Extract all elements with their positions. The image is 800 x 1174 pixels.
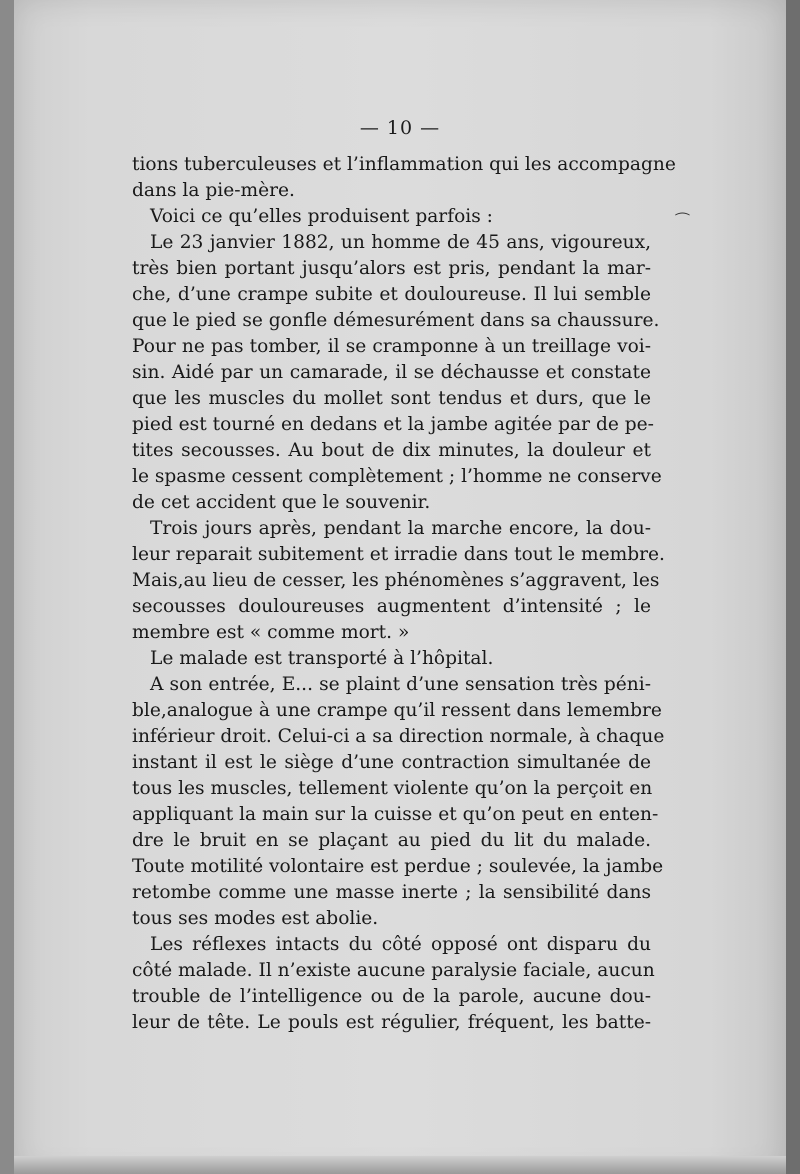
- text-line: dans la pie-mère.: [132, 180, 295, 201]
- text-line: Le malade est transporté à l’hôpital.: [150, 648, 494, 669]
- paragraph: [132, 230, 662, 516]
- text-line: ble,analogue à une crampe qu’il ressent dans lemembre: [132, 700, 662, 721]
- text-line: tous les muscles, tellement violente qu’on la perçoit en: [132, 778, 653, 799]
- page-edge-right: [786, 0, 800, 1174]
- text-line: de cet accident que le souvenir.: [132, 492, 431, 513]
- text-line: instant il est le siège d’une contraction simultanée de: [132, 752, 651, 773]
- text-line: Voici ce qu’elles produisent parfois :: [150, 206, 493, 227]
- text-line: Pour ne pas tomber, il se cramponne à un treillage voi-: [132, 336, 651, 357]
- text-line: dre le bruit en se plaçant au pied du lit du malade.: [132, 830, 651, 851]
- text-line: secousses douloureuses augmentent d’intensité ; le: [132, 596, 651, 617]
- text-line: Mais,au lieu de cesser, les phénomènes s’aggravent, les: [132, 570, 660, 591]
- text-line: appliquant la main sur la cuisse et qu’on peut en enten-: [132, 804, 659, 825]
- body-text: [132, 152, 676, 1036]
- text-line: leur reparait subitement et irradie dans tout le membre.: [132, 544, 665, 565]
- text-line: che, d’une crampe subite et douloureuse. Il lui semble: [132, 284, 651, 305]
- text-line: le spasme cessent complètement ; l’homme ne conserve: [132, 466, 662, 487]
- text-line: tites secousses. Au bout de dix minutes, la douleur et: [132, 440, 651, 461]
- paragraph: [132, 204, 651, 230]
- paragraph: [132, 516, 665, 646]
- paragraph: [132, 646, 651, 672]
- text-line: Les réflexes intacts du côté opposé ont disparu du: [150, 934, 651, 955]
- margin-mark-icon: ⁀: [676, 212, 689, 231]
- text-line: Le 23 janvier 1882, un homme de 45 ans, vigoureux,: [150, 232, 651, 253]
- text-line: trouble de l’intelligence ou de la parole, aucune dou-: [132, 986, 651, 1007]
- text-line: retombe comme une masse inerte ; la sensibilité dans: [132, 882, 651, 903]
- text-line: que le pied se gonfle démesurément dans sa chaussure.: [132, 310, 660, 331]
- text-line: A son entrée, E... se plaint d’une sensation très péni-: [150, 674, 651, 695]
- paragraph: [132, 932, 655, 1036]
- page-number: — 10 —: [359, 117, 441, 139]
- text-line: inférieur droit. Celui-ci a sa direction normale, à chaque: [132, 726, 665, 747]
- text-line: pied est tourné en dedans et la jambe agitée par de pe-: [132, 414, 654, 435]
- text-line: tous ses modes est abolie.: [132, 908, 379, 929]
- text-line: membre est « comme mort. »: [132, 622, 410, 643]
- text-line: sin. Aidé par un camarade, il se déchausse et constate: [132, 362, 651, 383]
- text-line: que les muscles du mollet sont tendus et durs, que le: [132, 388, 651, 409]
- page-edge-bottom: [14, 1156, 786, 1174]
- paragraph: [132, 152, 676, 204]
- text-line: très bien portant jusqu’alors est pris, pendant la mar-: [132, 258, 651, 279]
- paragraph: [132, 672, 665, 932]
- text-line: côté malade. Il n’existe aucune paralysie faciale, aucun: [132, 960, 655, 981]
- text-line: Toute motilité volontaire est perdue ; soulevée, la jambe: [132, 856, 664, 877]
- text-line: leur de tête. Le pouls est régulier, fréquent, les batte-: [132, 1012, 651, 1033]
- text-line: tions tuberculeuses et l’inflammation qui les accompagne: [132, 154, 676, 175]
- text-line: Trois jours après, pendant la marche encore, la dou-: [150, 518, 651, 539]
